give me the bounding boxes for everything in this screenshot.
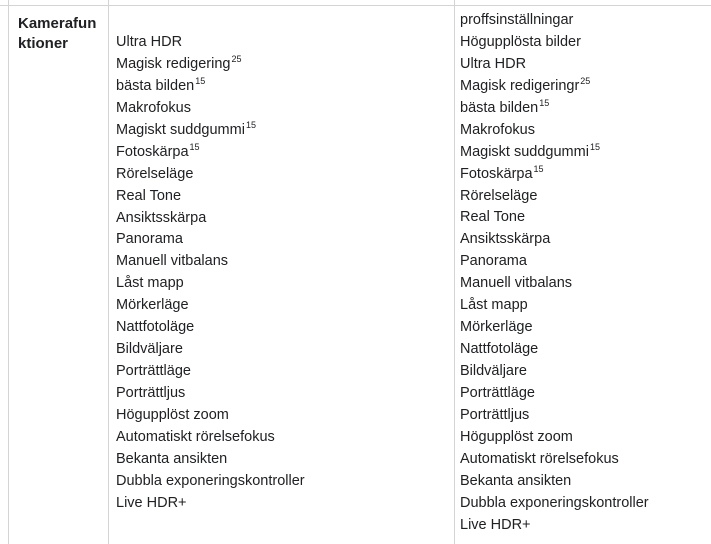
feature-item xyxy=(460,142,649,164)
feature-label: Makrofokus xyxy=(116,99,191,116)
feature-label: Panorama xyxy=(116,231,183,248)
feature-item xyxy=(116,383,305,405)
row-header-line-1: Kamerafun xyxy=(18,15,97,32)
feature-label: Ansiktsskärpa xyxy=(116,209,207,226)
footnote-marker: 15 xyxy=(589,141,600,152)
feature-label: Bekanta ansikten xyxy=(460,472,572,489)
feature-item xyxy=(460,32,649,54)
feature-item xyxy=(460,98,649,120)
feature-label: Magiskt suddgummi xyxy=(460,143,589,160)
feature-item xyxy=(460,405,649,427)
row-header-cell xyxy=(18,14,106,54)
feature-label: Porträttläge xyxy=(116,363,191,380)
feature-label: Låst mapp xyxy=(460,297,528,314)
feature-item xyxy=(460,164,649,186)
feature-item xyxy=(460,317,649,339)
feature-item xyxy=(460,120,649,142)
feature-item xyxy=(460,383,649,405)
feature-item xyxy=(116,76,305,98)
feature-label: Panorama xyxy=(460,253,527,270)
feature-item xyxy=(116,493,305,515)
feature-item xyxy=(116,251,305,273)
feature-list-column-a xyxy=(116,32,305,515)
feature-item xyxy=(460,427,649,449)
feature-item xyxy=(116,273,305,295)
feature-label: Dubbla exponeringskontroller xyxy=(460,494,649,511)
table-left-border xyxy=(8,0,9,544)
feature-item xyxy=(460,295,649,317)
feature-label: Högupplöst zoom xyxy=(116,406,229,423)
column-divider-1 xyxy=(108,0,109,544)
feature-label: Live HDR+ xyxy=(460,516,531,533)
footnote-marker: 25 xyxy=(231,53,242,64)
footnote-marker: 15 xyxy=(245,119,256,130)
feature-label: Ultra HDR xyxy=(116,34,183,50)
feature-item xyxy=(460,493,649,515)
feature-label: Fotoskärpa xyxy=(460,165,533,182)
feature-label: Manuell vitbalans xyxy=(460,275,573,292)
footnote-marker: 15 xyxy=(533,163,544,174)
feature-label: Magisk redigering xyxy=(116,55,231,72)
feature-item xyxy=(116,208,305,230)
feature-label: proffsinställningar xyxy=(460,12,574,28)
feature-item xyxy=(460,339,649,361)
row-header-line-2: ktioner xyxy=(18,35,69,52)
feature-label: Nattfotoläge xyxy=(116,319,195,336)
feature-item xyxy=(116,164,305,186)
feature-item xyxy=(116,339,305,361)
feature-item xyxy=(460,186,649,208)
feature-item xyxy=(116,295,305,317)
feature-item xyxy=(116,229,305,251)
feature-list-column-b xyxy=(460,10,649,537)
feature-label: Ansiktsskärpa xyxy=(460,231,551,248)
feature-item xyxy=(460,76,649,98)
feature-item xyxy=(116,427,305,449)
feature-item xyxy=(116,120,305,142)
feature-label: Automatiskt rörelsefokus xyxy=(460,450,619,467)
footnote-marker: 15 xyxy=(189,141,200,152)
feature-item xyxy=(116,186,305,208)
feature-item xyxy=(116,405,305,427)
feature-item xyxy=(116,142,305,164)
feature-item xyxy=(460,229,649,251)
feature-item xyxy=(116,471,305,493)
feature-label: Real Tone xyxy=(460,209,526,226)
feature-item xyxy=(116,54,305,76)
feature-item xyxy=(116,32,305,54)
feature-label: Automatiskt rörelsefokus xyxy=(116,428,275,445)
feature-item xyxy=(460,251,649,273)
table-top-border xyxy=(0,5,711,6)
feature-label: Bildväljare xyxy=(116,341,183,358)
footnote-marker: 15 xyxy=(195,75,206,86)
feature-label: Låst mapp xyxy=(116,275,184,292)
feature-item xyxy=(460,471,649,493)
feature-label: Magisk redigeringr xyxy=(460,77,580,94)
feature-label: Real Tone xyxy=(116,187,182,204)
feature-label: bästa bilden xyxy=(116,77,195,94)
feature-label: Porträttljus xyxy=(460,406,530,423)
feature-item xyxy=(116,449,305,471)
feature-label: Ultra HDR xyxy=(460,55,527,72)
feature-label: Bildväljare xyxy=(460,363,527,379)
feature-label: Bekanta ansikten xyxy=(116,450,228,467)
feature-item xyxy=(460,515,649,537)
footnote-marker: 25 xyxy=(580,75,591,86)
feature-label: Rörelseläge xyxy=(460,187,538,204)
feature-label: Dubbla exponeringskontroller xyxy=(116,472,305,489)
feature-label: Live HDR+ xyxy=(116,494,187,511)
feature-label: Mörkerläge xyxy=(460,319,533,336)
feature-label: Högupplöst zoom xyxy=(460,428,573,445)
feature-label: Makrofokus xyxy=(460,121,535,138)
feature-item xyxy=(460,449,649,471)
feature-item xyxy=(460,54,649,76)
feature-item xyxy=(116,361,305,383)
feature-item xyxy=(116,98,305,120)
feature-label: Fotoskärpa xyxy=(116,143,189,160)
feature-label: Manuell vitbalans xyxy=(116,253,229,270)
feature-label: Porträttljus xyxy=(116,385,186,401)
feature-label: Mörkerläge xyxy=(116,297,189,314)
feature-label: bästa bilden xyxy=(460,99,539,116)
feature-label: Nattfotoläge xyxy=(460,341,539,358)
feature-item xyxy=(460,273,649,295)
column-divider-2 xyxy=(454,0,455,544)
footnote-marker: 15 xyxy=(539,97,550,108)
feature-label: Magiskt suddgummi xyxy=(116,121,245,138)
feature-item xyxy=(460,207,649,229)
feature-label: Porträttläge xyxy=(460,384,535,401)
feature-label: Rörelseläge xyxy=(116,165,194,182)
feature-item xyxy=(460,10,649,32)
feature-item xyxy=(460,361,649,383)
feature-item xyxy=(116,317,305,339)
feature-label: Högupplösta bilder xyxy=(460,33,581,50)
